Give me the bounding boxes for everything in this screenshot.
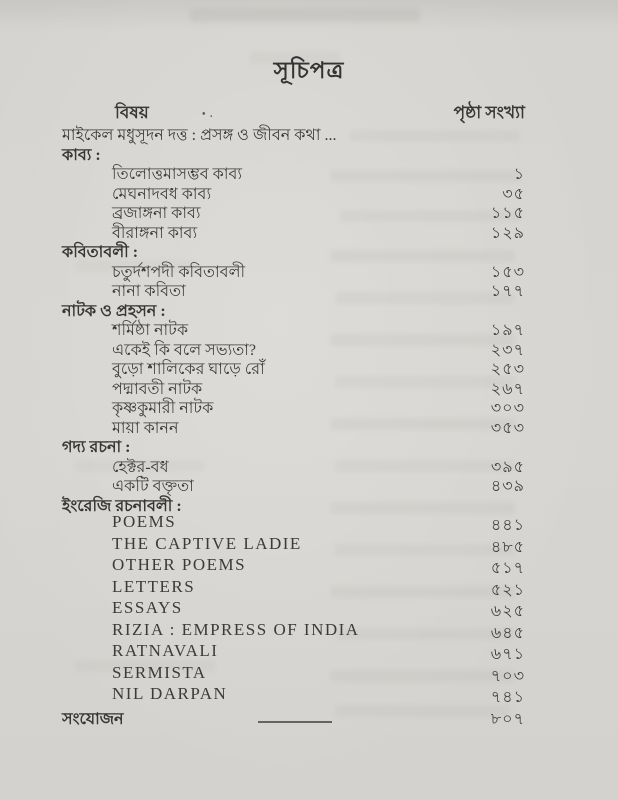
toc-entry-row: [62, 577, 525, 599]
entry-label: শর্মিষ্ঠা নাটক: [112, 322, 189, 339]
toc-entry-row: [62, 278, 525, 298]
toc-entry-row: [62, 620, 525, 642]
toc-entry-row: [62, 259, 525, 279]
entry-page-number: ৬৭১: [490, 646, 525, 663]
toc-entry-row: [62, 181, 525, 201]
entry-label: নানা কবিতা: [112, 283, 186, 300]
subject-column-header: বিষয়: [115, 103, 149, 122]
entry-page-number: ২৩৭: [490, 341, 525, 359]
entry-label: পদ্মাবতী নাটক: [112, 380, 203, 398]
toc-entry-row: [62, 641, 525, 663]
toc-list: [62, 122, 525, 728]
toc-entry-row: [62, 512, 525, 534]
toc-entry-row: [62, 317, 525, 337]
entry-page-number: ৩৫: [502, 185, 525, 203]
entry-page-number: ৫২১: [490, 581, 525, 599]
toc-entry-row: [62, 376, 525, 396]
toc-entry-row: [62, 356, 525, 376]
entry-label: কৃষ্ণকুমারী নাটক: [112, 400, 214, 417]
entry-label: মেঘনাদবধ কাব্য: [112, 185, 212, 203]
entry-label: মায়া কানন: [112, 419, 179, 437]
toc-entry-row: [62, 415, 525, 435]
entry-label: RATNAVALI: [112, 641, 219, 660]
entry-label: RIZIA : EMPRESS OF INDIA: [112, 619, 360, 639]
toc-entry-row: [62, 337, 525, 357]
entry-label: LETTERS: [112, 576, 196, 596]
entry-label: তিলোত্তমাসম্ভব কাব্য: [112, 166, 243, 183]
toc-entry-row: [62, 200, 525, 220]
toc-entry-row: [62, 598, 525, 620]
toc-section-row: [62, 142, 525, 162]
toc-entry-row: [62, 663, 525, 685]
entry-page-number: ১৯৭: [490, 322, 525, 339]
entry-page-number: ১১৫: [490, 205, 525, 222]
entry-label: বুড়ো শালিকের ঘাড়ে রোঁ: [112, 361, 265, 378]
entry-label: SERMISTA: [112, 662, 207, 682]
entry-label: ইংরেজি রচনাবলী :: [62, 497, 182, 515]
toc-entry-row: [62, 473, 525, 493]
page-number-column-header: পৃষ্ঠা সংখ্যা: [453, 103, 525, 122]
entry-page-number: ২৫৩: [490, 361, 525, 378]
entry-page-number: ৩৯৫: [490, 458, 525, 476]
entry-label: মাইকেল মধুসূদন দত্ত : প্রসঙ্গ ও জীবন কথা ...: [62, 127, 337, 144]
entry-label: NIL DARPAN: [112, 684, 228, 703]
entry-label: OTHER POEMS: [112, 555, 247, 574]
entry-label: POEMS: [112, 512, 177, 531]
entry-page-number: ৮০৭: [490, 710, 525, 728]
entry-page-number: ৪৮৫: [490, 538, 525, 556]
toc-section-row: [62, 493, 525, 513]
entry-label: একটি বক্তৃতা: [112, 478, 194, 495]
toc-entry-row: [62, 684, 525, 706]
toc-entry-row: [62, 161, 525, 181]
entry-page-number: ৭৪১: [490, 689, 525, 706]
entry-page-number: ১৭৭: [490, 283, 525, 300]
entry-page-number: ৬২৫: [490, 603, 525, 620]
entry-page-number: ১৫৩: [490, 263, 525, 281]
toc-entry-row: [62, 534, 525, 556]
entry-label: নাটক ও প্রহসন :: [62, 302, 166, 320]
entry-page-number: ৫১৭: [490, 560, 525, 577]
toc-section-row: [62, 434, 525, 454]
toc-section-row: [62, 298, 525, 318]
entry-label: THE CAPTIVE LADIE: [112, 533, 302, 553]
entry-label: কাব্য :: [62, 146, 101, 164]
entry-label: গদ্য রচনা :: [62, 439, 131, 456]
entry-label: হেক্টর-বধ: [112, 458, 169, 476]
entry-label: ব্রজাঙ্গনা কাব্য: [112, 205, 201, 222]
entry-label: কবিতাবলী :: [62, 244, 139, 261]
entry-label: বীরাঙ্গনা কাব্য: [112, 224, 198, 242]
toc-entry-row: [62, 555, 525, 577]
entry-label: ESSAYS: [112, 598, 183, 617]
entry-page-number: ১২৯: [490, 224, 525, 242]
entry-page-number: ১: [513, 166, 525, 183]
entry-page-number: ৭০৩: [490, 667, 525, 685]
toc-intro-row: [62, 122, 525, 142]
entry-page-number: ৩০৩: [490, 400, 525, 417]
toc-entry-row: [62, 454, 525, 474]
ink-speck: • .: [202, 109, 214, 120]
entry-page-number: ৪৪১: [490, 517, 525, 534]
page-title: সূচিপত্র: [273, 58, 345, 83]
bleed-through-ghost: [190, 8, 420, 22]
entry-page-number: ৬৪৫: [490, 624, 525, 642]
toc-entry-row: [62, 395, 525, 415]
end-divider-rule: [258, 721, 332, 723]
entry-page-number: ৩৫৩: [490, 419, 525, 437]
entry-label: সংযোজন: [62, 710, 124, 728]
toc-section-row: [62, 239, 525, 259]
entry-page-number: ৪৩৯: [490, 478, 525, 495]
entry-label: একেই কি বলে সভ্যতা?: [112, 341, 257, 359]
entry-label: চতুর্দশপদী কবিতাবলী: [112, 263, 246, 281]
entry-page-number: ২৬৭: [490, 380, 525, 398]
toc-entry-row: [62, 220, 525, 240]
